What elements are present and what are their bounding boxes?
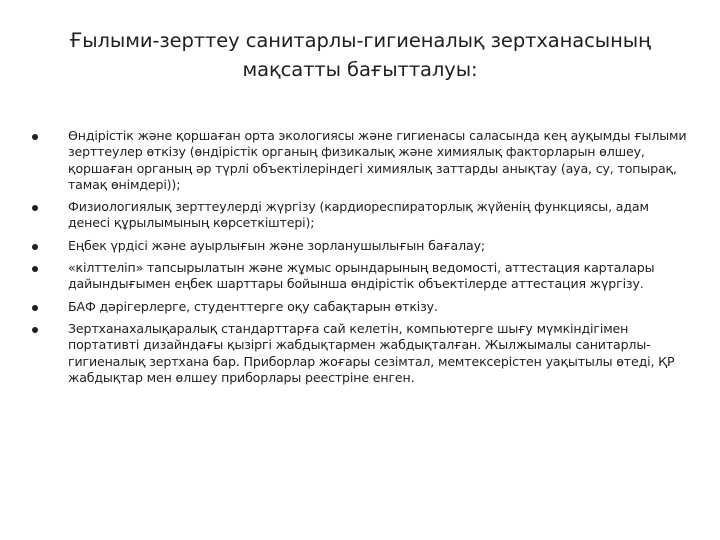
bullet-text: «кілттеліп» тапсырылатын және жұмыс орындарының ведомості, аттестация карталары дайындығымен еңбек шарттары бойынша өндірістік объектілерде аттестация жүргізу.: [68, 260, 655, 292]
bullet-item: [30, 238, 690, 254]
bullet-dot-icon: [32, 244, 38, 250]
slide-title: Ғылыми-зерттеу санитарлы-гигиеналық зертханасының мақсатты бағытталуы:: [69, 29, 651, 81]
bullet-item: [30, 299, 690, 315]
bullet-list: [30, 128, 690, 392]
bullet-dot-icon: [32, 205, 38, 211]
bullet-text: Еңбек үрдісі және ауырлығын және зорланушылығын бағалау;: [68, 237, 485, 253]
bullet-item: [30, 260, 690, 293]
bullet-text: Зертханахалықаралық стандарттарға сай келетін, компьютерге шығу мүмкіндігімен портативті дизайндағы қызіргі жабдықтармен жабдықталған. Жылжымалы санитарлы-гигиеналық зертхана бар. Приборлар жоғары сезімтал, мемтексерістен уақытылы өтеді, ҚР жабдықтар мен өлшеу приборлары реестріне енген.: [68, 320, 675, 385]
bullet-text: БАФ дәрігерлерге, студенттерге оқу сабақтарын өткізу.: [68, 298, 438, 314]
bullet-dot-icon: [32, 305, 38, 311]
bullet-dot-icon: [32, 134, 38, 140]
bullet-dot-icon: [32, 327, 38, 333]
bullet-item: [30, 128, 690, 193]
bullet-item: [30, 199, 690, 232]
bullet-dot-icon: [32, 266, 38, 272]
bullet-text: Өндірістік және қоршаған орта экологиясы және гигиенасы саласында кең ауқымды ғылыми зерттеулер өткізу (өндірістік органың физикалық және химиялық факторларын өлшеу, қоршаған органың әр түрлі объектілеріндегі химиялық заттарды анықтау (ауа, су, топырақ, тамақ өнімдері));: [68, 128, 687, 192]
bullet-text: Физиологиялық зерттеулерді жүргізу (кардиореспираторлық жүйенің функциясы, адам денесі құрылымының көрсеткіштері);: [68, 199, 649, 231]
bullet-item: [30, 321, 690, 386]
